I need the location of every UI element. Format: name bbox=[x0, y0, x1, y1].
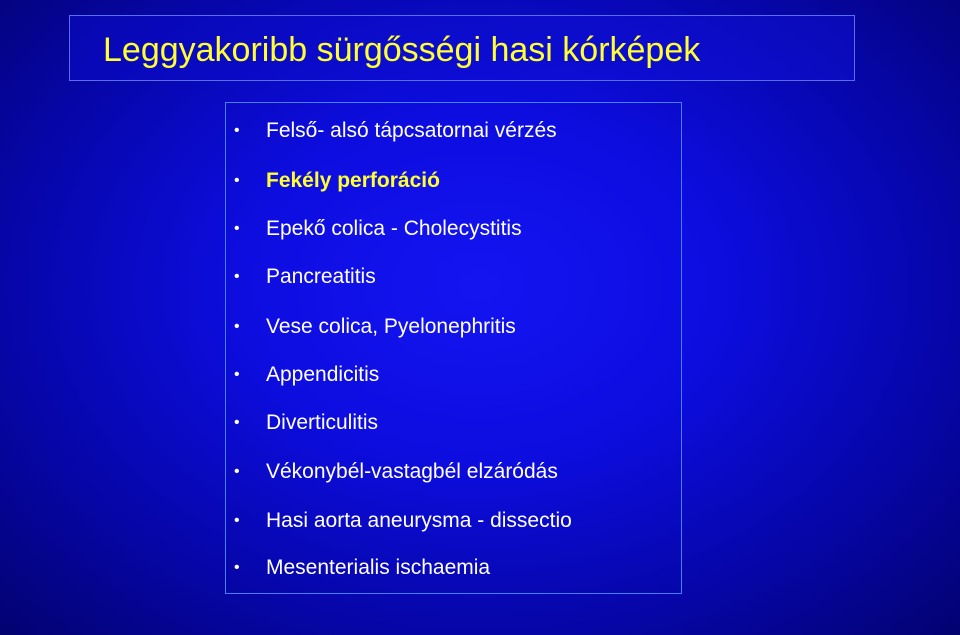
list-item bbox=[226, 214, 666, 244]
slide-title: Leggyakoribb sürgősségi hasi kórképek bbox=[103, 31, 701, 69]
list-item-text: Hasi aorta aneurysma - dissectio bbox=[266, 509, 572, 532]
list-item-text: Vese colica, Pyelonephritis bbox=[266, 315, 516, 338]
bullet-icon: • bbox=[234, 414, 240, 431]
list-item bbox=[226, 312, 666, 342]
bullet-icon: • bbox=[234, 220, 240, 237]
title-box bbox=[69, 15, 855, 81]
list-item-text: Appendicitis bbox=[266, 363, 380, 386]
bullet-icon: • bbox=[234, 366, 240, 383]
list-item-text: Vékonybél-vastagbél elzáródás bbox=[266, 460, 558, 483]
list-item-text: Felső- alsó tápcsatornai vérzés bbox=[266, 119, 557, 142]
list-item-text: Diverticulitis bbox=[266, 411, 379, 434]
list-item bbox=[226, 116, 666, 146]
bullet-icon: • bbox=[234, 559, 240, 576]
list-item bbox=[226, 457, 666, 487]
list-item-text: Mesenterialis ischaemia bbox=[266, 556, 491, 579]
list-item bbox=[226, 553, 666, 583]
bullet-icon: • bbox=[234, 318, 240, 335]
list-item bbox=[226, 506, 666, 536]
list-item bbox=[226, 408, 666, 438]
list-item bbox=[226, 360, 666, 390]
bullet-icon: • bbox=[234, 122, 240, 139]
bullet-icon: • bbox=[234, 268, 240, 285]
list-item-text: Epekő colica - Cholecystitis bbox=[266, 217, 522, 240]
bullet-icon: • bbox=[234, 463, 240, 480]
bullet-icon: • bbox=[234, 512, 240, 529]
bullet-list-box bbox=[225, 102, 682, 594]
list-item-text: Fekély perforáció bbox=[266, 169, 440, 192]
list-item bbox=[226, 166, 666, 196]
list-item bbox=[226, 262, 666, 292]
list-item-text: Pancreatitis bbox=[266, 265, 376, 288]
bullet-icon: • bbox=[234, 172, 240, 189]
